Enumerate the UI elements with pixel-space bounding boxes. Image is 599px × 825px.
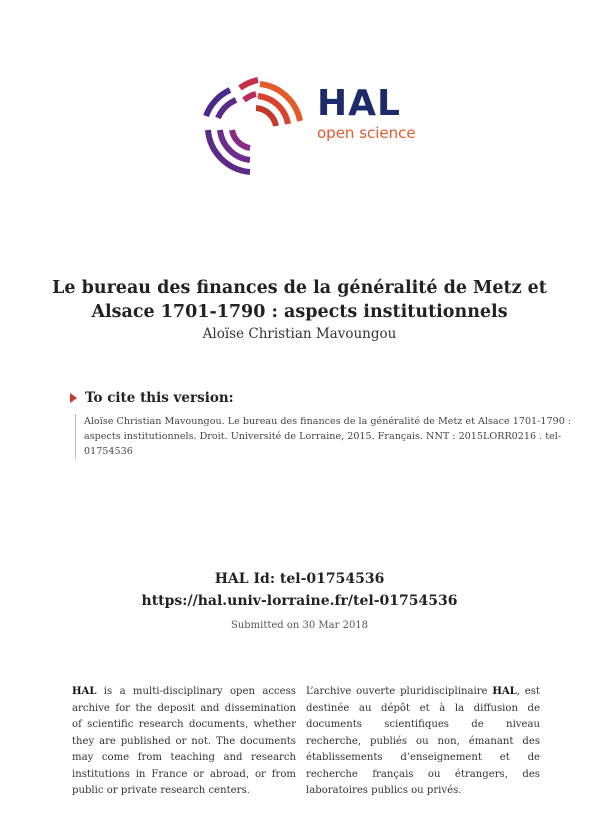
logo-tagline: open science (317, 124, 416, 142)
triangle-right-icon (70, 393, 77, 403)
paper-title-line-1: Le bureau des finances de la généralité de Metz et (52, 278, 547, 298)
disclaimer-french (306, 684, 540, 800)
cite-heading-label: To cite this version: (85, 390, 234, 406)
paper-author: Aloïse Christian Mavoungou (202, 326, 397, 342)
disclaimer-fr-text: , est destinée au dépôt et à la diffusion de documents scientifiques de niveau recherche, publiés ou non, émanant des établissements d’enseignement et de recherche français ou étrangers, des laboratoires publics ou privés. (306, 686, 540, 796)
logo-hal-text: HAL (317, 83, 401, 124)
disclaimer-english (72, 684, 296, 800)
disclaimer-en-text: is a multi-disciplinary open access archive for the deposit and dissemination of scientific research documents, whether they are published or not. The documents may come from teaching and research institutions in France or abroad, or from public or private research centers. (72, 686, 296, 796)
paper-title (40, 276, 559, 324)
disclaimer-fr-lead: L’archive ouverte pluridisciplinaire (306, 686, 493, 697)
hal-id: HAL Id: tel-01754536 (214, 571, 385, 587)
submission-date: Submitted on 30 Mar 2018 (230, 620, 369, 631)
cite-heading (70, 390, 234, 406)
disclaimer-fr-hal: HAL (492, 686, 517, 697)
hal-url-link[interactable]: https://hal.univ-lorraine.fr/tel-01754536 (141, 593, 458, 609)
disclaimer-en-hal: HAL (72, 686, 97, 697)
citation-text: Aloïse Christian Mavoungou. Le bureau des finances de la généralité de Metz et Alsace 1701-1790 : aspects institutionnels. Droit. Université de Lorraine, 2015. Français. NNT : 2015LORR0216 . tel-01754536 (75, 414, 574, 459)
paper-title-line-2: Alsace 1701-1790 : aspects institutionnels (91, 302, 508, 322)
